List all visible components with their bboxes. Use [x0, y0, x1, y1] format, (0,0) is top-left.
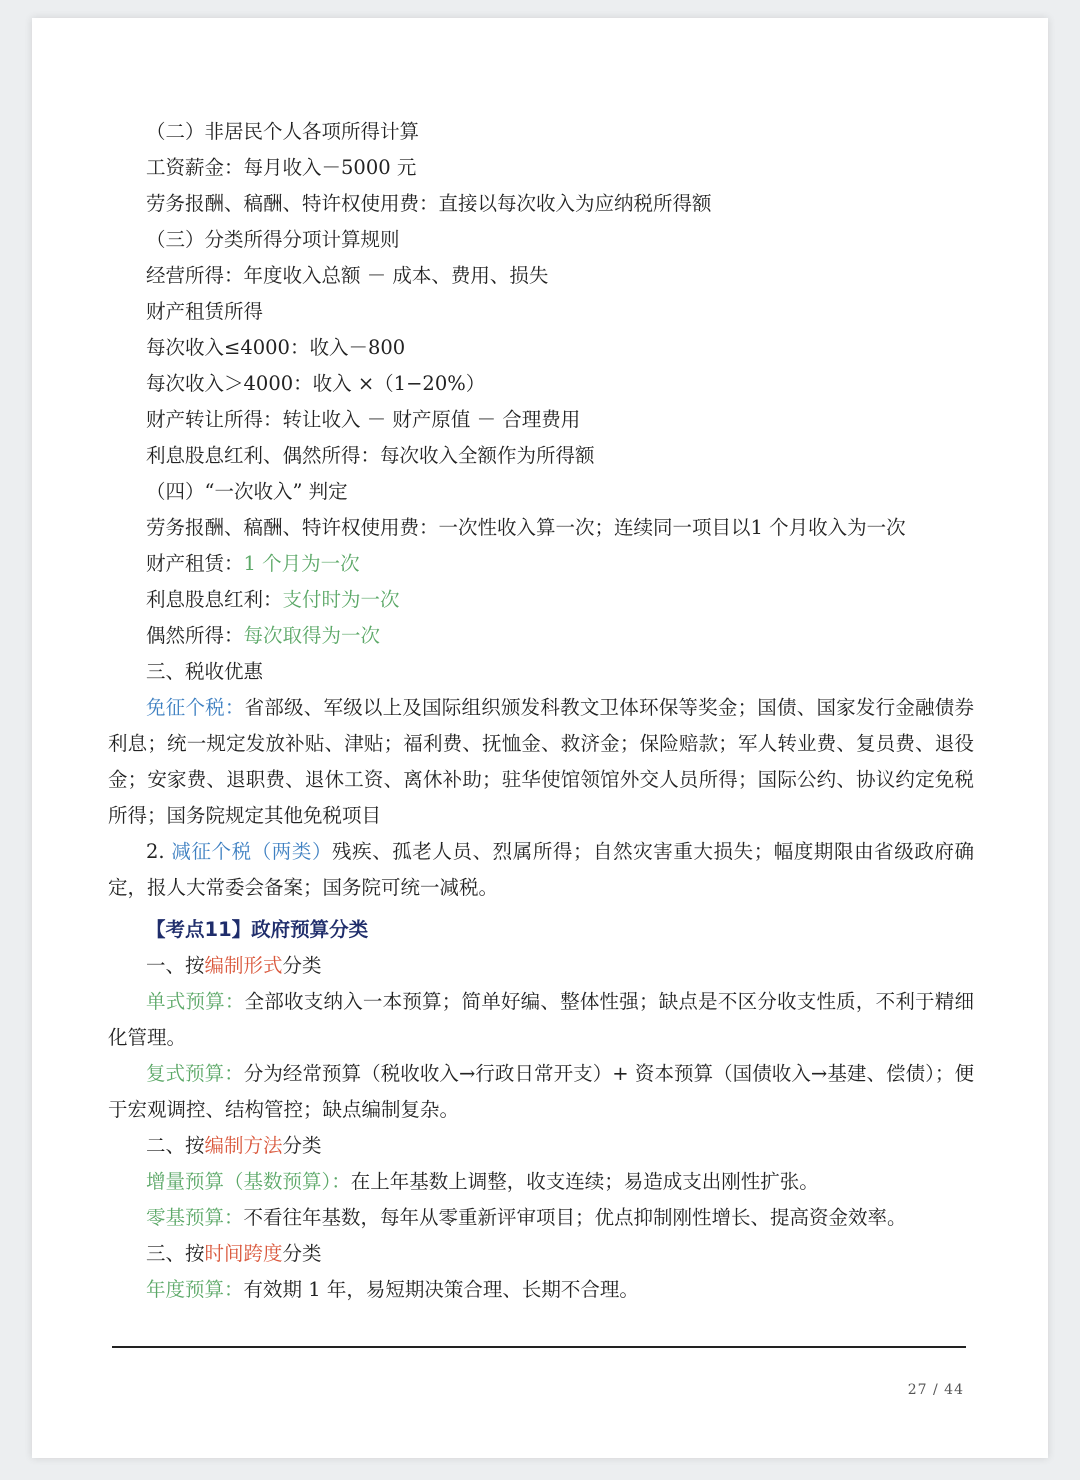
section-prefix: 一、按 — [146, 954, 205, 977]
term-label: 复式预算： — [146, 1062, 244, 1085]
term-label: 免征个税： — [146, 696, 245, 719]
text-line: 每次收入＞4000：收入 ×（1−20%） — [146, 372, 486, 395]
term-label: 利息股息红利： — [146, 588, 283, 611]
section-prefix: 二、按 — [146, 1134, 205, 1157]
text-line — [108, 546, 974, 582]
text-line: 财产转让所得：转让收入 － 财产原值 － 合理费用 — [146, 408, 581, 431]
text-line: 工资薪金：每月收入－5000 元 — [146, 156, 417, 179]
text-line: 财产租赁所得 — [146, 300, 264, 323]
line-text: 有效期 1 年，易短期决策合理、长期不合理。 — [243, 1278, 639, 1301]
text-line: （二）非居民个人各项所得计算 — [146, 120, 420, 143]
text-line: 利息股息红利、偶然所得：每次收入全额作为所得额 — [146, 444, 595, 467]
text-line: 每次收入≤4000：收入－800 — [146, 336, 406, 359]
section-title — [108, 948, 974, 984]
section-suffix: 分类 — [282, 954, 322, 977]
paragraph-tax-reduction — [108, 834, 974, 906]
paragraph-text: 残疾、孤老人员、烈属所得；自然灾害重大损失；幅度期限由省级政府确定，报人大常委会备案；国务院可统一减税。 — [108, 840, 974, 899]
term-label: 减征个税（两类） — [171, 840, 333, 863]
text-line — [108, 582, 974, 618]
footer-divider — [112, 1346, 966, 1348]
section-title — [108, 1128, 974, 1164]
page-content — [108, 114, 974, 1308]
term-label: 增量预算（基数预算）： — [146, 1170, 351, 1193]
section-prefix: 三、按 — [146, 1242, 205, 1265]
line-text: 在上年基数上调整，收支连续；易造成支出刚性扩张。 — [350, 1170, 819, 1193]
highlight-text: 时间跨度 — [204, 1242, 283, 1265]
section-title — [108, 1236, 974, 1272]
term-label: 年度预算： — [146, 1278, 244, 1301]
section-suffix: 分类 — [282, 1134, 322, 1157]
text-line — [108, 618, 974, 654]
section-title: 三、税收优惠 — [146, 660, 264, 683]
paragraph-text: 省部级、军级以上及国际组织颁发科教文卫体环保等奖金；国债、国家发行金融债券利息；统一规定发放补贴、津贴；福利费、抚恤金、救济金；保险赔款；军人转业费、复员费、退役金；安家费、退职费、退休工资、离休补助；驻华使馆领馆外交人员所得；国际公约、协议约定免税所得；国务院规定其他免税项目 — [108, 696, 974, 827]
text-line: 劳务报酬、稿酬、特许权使用费：直接以每次收入为应纳税所得额 — [146, 192, 712, 215]
text-line: 经营所得：年度收入总额 － 成本、费用、损失 — [146, 264, 549, 287]
paragraph-text: 全部收支纳入一本预算；简单好编、整体性强；缺点是不区分收支性质，不利于精细化管理。 — [108, 990, 974, 1049]
section-suffix: 分类 — [282, 1242, 322, 1265]
text-line — [108, 1164, 974, 1200]
term-label: 偶然所得： — [146, 624, 244, 647]
paragraph-tax-exemption — [108, 690, 974, 834]
text-line — [108, 1272, 974, 1308]
highlight-text: 编制形式 — [204, 954, 283, 977]
term-label: 单式预算： — [146, 990, 245, 1013]
page-number: 27 / 44 — [907, 1382, 964, 1398]
text-line: 劳务报酬、稿酬、特许权使用费：一次性收入算一次；连续同一项目以1 个月收入为一次 — [146, 516, 906, 539]
highlight-text: 编制方法 — [204, 1134, 283, 1157]
paragraph-single-budget — [108, 984, 974, 1056]
list-number: 2. — [146, 840, 172, 863]
topic-heading: 【考点11】政府预算分类 — [146, 918, 369, 941]
highlight-text: 1 个月为一次 — [243, 552, 360, 575]
highlight-text: 支付时为一次 — [282, 588, 400, 611]
paragraph-compound-budget — [108, 1056, 974, 1128]
text-line: （四）“一次收入” 判定 — [146, 480, 348, 503]
highlight-text: 每次取得为一次 — [243, 624, 381, 647]
text-line: （三）分类所得分项计算规则 — [146, 228, 400, 251]
document-page — [32, 18, 1048, 1458]
paragraph-text: 分为经常预算（税收收入→行政日常开支）+ 资本预算（国债收入→基建、偿债）；便于宏观调控、结构管控；缺点编制复杂。 — [108, 1062, 974, 1121]
term-label: 零基预算： — [146, 1206, 244, 1229]
line-text: 不看往年基数，每年从零重新评审项目；优点抑制刚性增长、提高资金效率。 — [243, 1206, 907, 1229]
text-line — [108, 1200, 974, 1236]
term-label: 财产租赁： — [146, 552, 244, 575]
